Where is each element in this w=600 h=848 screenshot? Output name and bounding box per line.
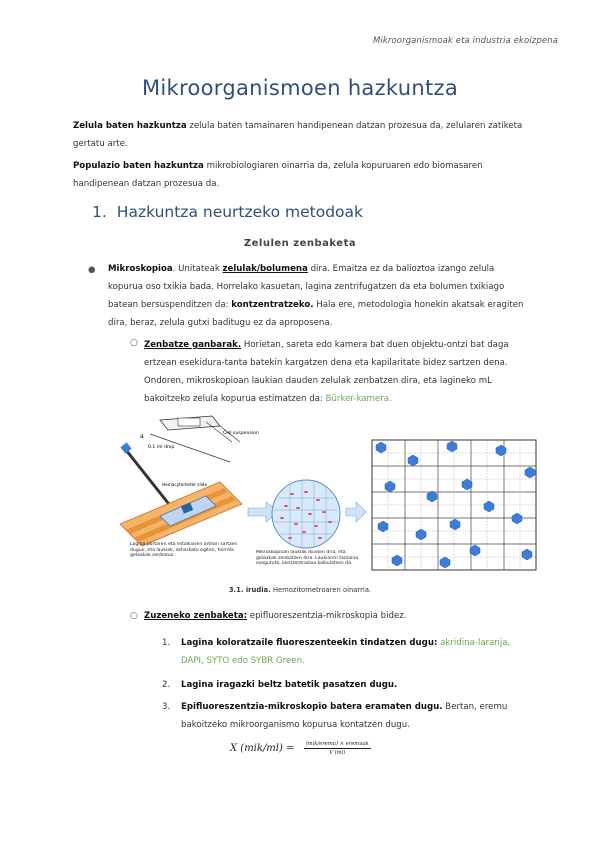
drop-label: 0.1 ml drop [148,445,175,450]
mikroskopioa-term: Mikroskopioa [108,264,173,274]
ganbara-paragraph [144,336,534,408]
definition-cell-growth [73,117,533,153]
middle-figure-caption: Mikroskopioan laukiak ikusten dira, eta gelaxkak zenbatzen dira. Laukiaren tamaina ezagututa, kontzentrazioa kalkulatzen da. [256,550,359,567]
step-number: 2. [162,680,171,690]
mikroskopioa-text-3: Hala ere, metodologia honekin akatsak eragiten dira, beraz, zelula gutxi baditugu ez da aproposena. [108,300,524,328]
bullet-dot-icon: ● [88,265,96,275]
definition-population-growth [73,157,533,193]
step-rest: Bertan, eremu bakoitzeko mikroorganismo kopurua kontatzen dugu. [181,702,508,730]
mikroskopioa-text-2: dira. Emaitza ez da balioztoa izango zelula kopurua oso txikia bada. Horrelako kasuetan, lagina zentrifugatzen da eta bolumen txikiago batean bersuspenditzen da: [108,264,505,310]
step-1 [181,634,531,670]
zuzeneko-term: Zuzeneko zenbaketa: [144,611,248,621]
step-3 [181,698,531,734]
formula-numerator: (mik/eremu) × eremuak [305,741,369,747]
section-heading [92,203,363,221]
definition-term: Zelula baten hazkuntza [73,121,187,131]
formula-denominator: V (ml) [329,750,346,756]
counting-grid-icon [372,440,536,570]
slide-label: Hemacytometer slide [162,482,208,487]
step-bold: Lagina iragazki beltz batetik pasatzen dugu. [181,680,398,690]
step-number: 3. [162,702,171,712]
section-number: 1. [92,203,107,221]
suspension-tube-icon [160,416,240,442]
mikroskopioa-text-1: . Unitateak [172,264,223,274]
formula-fraction [304,741,371,756]
definition-text: zelula baten tamainaren handipenean datzan prozesua da, zelularen zatiketa gertatu arte. [73,121,523,149]
section-title: Hazkuntza neurtzeko metodoak [116,203,364,221]
step-number: 1. [162,638,171,648]
mikroskopioa-keyword: kontzentratzeko. [231,300,314,310]
microscope-view-icon [272,480,340,548]
caption-text: Hemozitometroaren oinarria. [270,586,372,594]
sub-bullet-circle-icon: ○ [130,338,138,348]
definition-term: Populazio baten hazkuntza [73,161,204,171]
ganbara-term: Zenbatze ganbarak. [144,340,242,350]
ganbara-text: Horietan, sareta edo kamera bat duen objektu-ontzi bat daga ertzean esekidura-tanta batekin kargatzen dena eta kapilaritate bidez sartzen dena. Ondoren, mikroskopioan laukian dauden zelulak zenbatzen dira, eta lagineko mL bakoitzeko zelula kopurua estimatzen da: [144,340,509,404]
mikroskopioa-paragraph [108,260,528,332]
left-figure-caption: Lagina portaren eta estalkiaren artean sartzen duguu, eta laukiek, zeharkatu egiten, horrela gelaxkak zenbatuz. [130,542,238,559]
page-title: Mikroorganismoen hazkuntza [141,76,458,100]
zuzeneko-text: epifluoreszentzia-mikroskopia bidez. [247,611,407,621]
figure-label-a: a [140,433,144,440]
formula-lhs: X (mik/ml) = [230,743,295,754]
step-bold: Epifluoreszentzia-mikroskopio batera eramaten dugu. [181,702,443,712]
sub-bullet-circle-icon: ○ [130,611,138,621]
step-2 [181,676,531,694]
cell-suspension-label: Cell suspension [223,431,259,436]
mikroskopioa-units: zelulak/bolumena [222,264,308,274]
definition-text: mikrobiologiaren oinarria da, zelula kopuruaren edo biomasaren handipenean datzan prozesua da. [73,161,483,189]
document-header: Mikroorganismoak eta industria ekoizpena [372,36,558,46]
zuzeneko-paragraph [144,607,534,625]
step-bold: Lagina koloratzaile fluoreszenteekin tindatzen dugu: [181,638,438,648]
burker-link[interactable]: Bürker-kamera. [325,394,392,404]
hemacytometer-slide-icon [120,482,242,546]
arrow-right-icon [346,502,366,522]
step-green: akridina-laranja, DAPI, SYTO edo SYBR Green. [181,638,511,666]
caption-label: 3.1. irudia. [228,586,271,594]
hemacytometer-figure [120,412,540,584]
count-formula [230,741,371,756]
figure-caption [0,586,600,594]
subsection-heading: Zelulen zenbaketa [243,238,357,249]
hemacytometer-illustration [120,412,540,584]
